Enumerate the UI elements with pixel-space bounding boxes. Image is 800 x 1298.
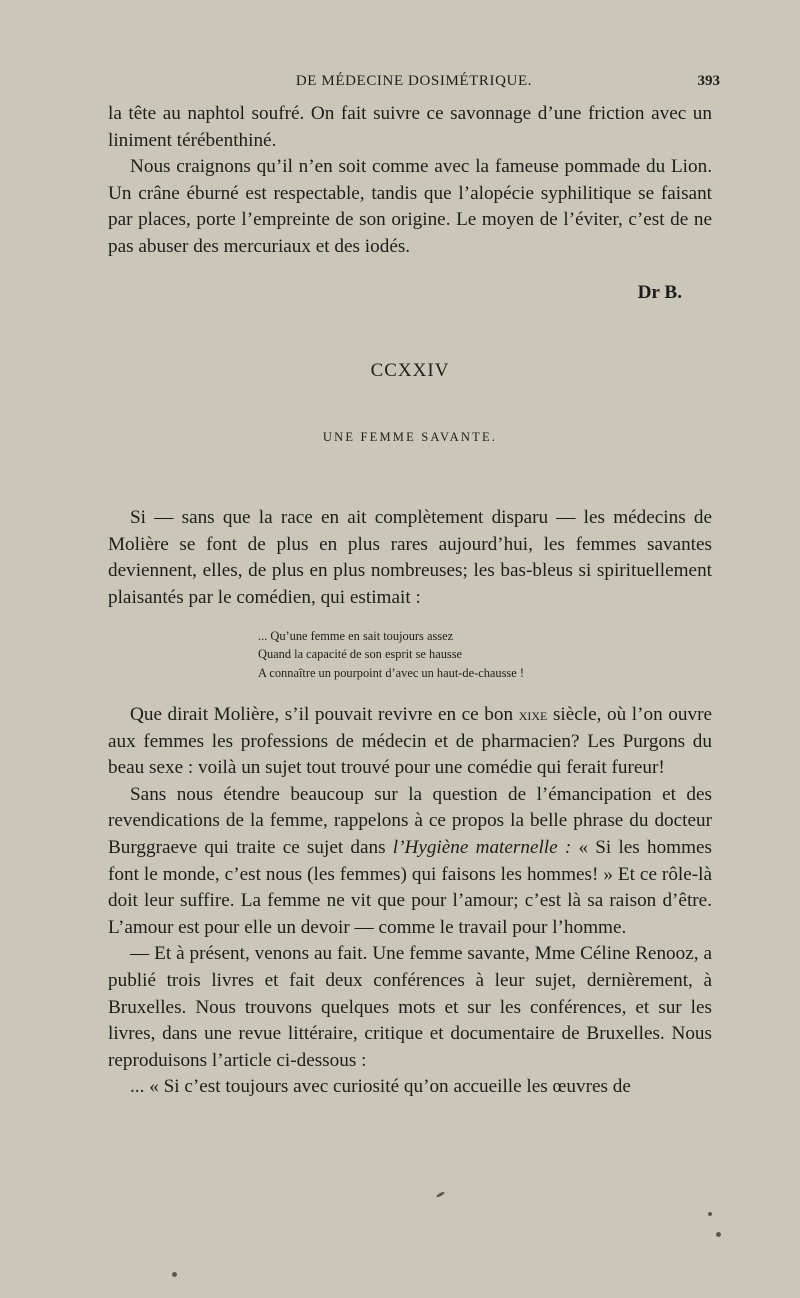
paragraph-que-dirait xyxy=(108,702,712,782)
paragraph-quote-start: ... « Si c’est toujours avec curiosité qu’on accueille les œuvres de xyxy=(130,1076,631,1098)
top-text-block xyxy=(108,101,712,326)
paper-spot xyxy=(436,1191,445,1198)
paragraph-emancipation xyxy=(108,782,712,942)
paper-spot xyxy=(172,1272,177,1277)
author-signature: Dr B. xyxy=(637,281,682,303)
paragraph-continued: la tête au naphtol soufré. On fait suivre ce savonnage d’une friction avec un liniment térébenthiné. xyxy=(108,103,712,151)
century-numeral: xixe xyxy=(518,705,548,724)
verse-line: Quand la capacité de son esprit se hausse xyxy=(258,647,463,662)
verse-line: A connaître un pourpoint d’avec un haut-de-chausse ! xyxy=(258,665,524,680)
paper-spot xyxy=(708,1212,712,1216)
intro-paragraph-block xyxy=(108,505,712,611)
section-title: UNE FEMME SAVANTE. xyxy=(322,430,498,444)
main-text-block xyxy=(108,702,712,1101)
text-run: « Si les hommes font le monde, c’est nous (les femmes) qui faisons les hommes! » Et ce rôle-là doit leur suffire. La femme ne vit que pour l’amour; c’est là sa raison d’être. L’amour est pour elle un devoir — comme le travail pour l’homme. xyxy=(108,836,712,938)
verse-quote xyxy=(258,627,678,682)
book-title-italic: l’Hygiène maternelle : xyxy=(392,836,572,858)
running-title: DE MÉDECINE DOSIMÉTRIQUE. xyxy=(295,73,533,89)
text-run: siècle, où l’on ouvre aux femmes les professions de médecin et de pharmacien? Les Purgons du beau sexe : voilà un sujet tout trouvé pour une comédie qui ferait fureur! xyxy=(108,704,712,779)
page-number: 393 xyxy=(697,73,720,89)
paragraph-renooz: — Et à présent, venons au fait. Une femme savante, Mme Céline Renooz, a publié trois livres et fait deux conférences à leur sujet, dernièrement, à Bruxelles. Nous trouvons quelques mots et sur les conférences, et sur les livres, dans une revue littéraire, critique et documentaire de Bruxelles. Nous reproduisons l’article ci-dessous : xyxy=(108,943,712,1071)
verse-line: ... Qu’une femme en sait toujours assez xyxy=(258,629,454,643)
text-run: Que dirait Molière, s’il pouvait revivre en ce bon xyxy=(130,704,519,725)
section-number: CCXXIV xyxy=(370,360,450,381)
paper-spot xyxy=(716,1232,721,1237)
paragraph-moliere: Si — sans que la race en ait complètement disparu — les médecins de Molière se font de plus en plus rares aujourd’hui, les femmes savantes deviennent, elles, de plus en plus nombreuses; les bas-bleus si spirituellement plaisantés par le comédien, qui estimait : xyxy=(108,507,712,608)
running-header xyxy=(108,73,720,95)
text-run: Sans nous étendre beaucoup sur la question de l’émancipation et des revendications de la femme, rappelons à ce propos la belle phrase du docteur Burggraeve qui traite ce sujet dans xyxy=(108,783,712,858)
paragraph-pommade: Nous craignons qu’il n’en soit comme avec la fameuse pommade du Lion. Un crâne éburné est respectable, tandis que l’alopécie syphilitique se faisant par places, porte l’empreinte de son origine. Le moyen de l’éviter, c’est de ne pas abuser des mercuriaux et des iodés. xyxy=(108,156,712,257)
